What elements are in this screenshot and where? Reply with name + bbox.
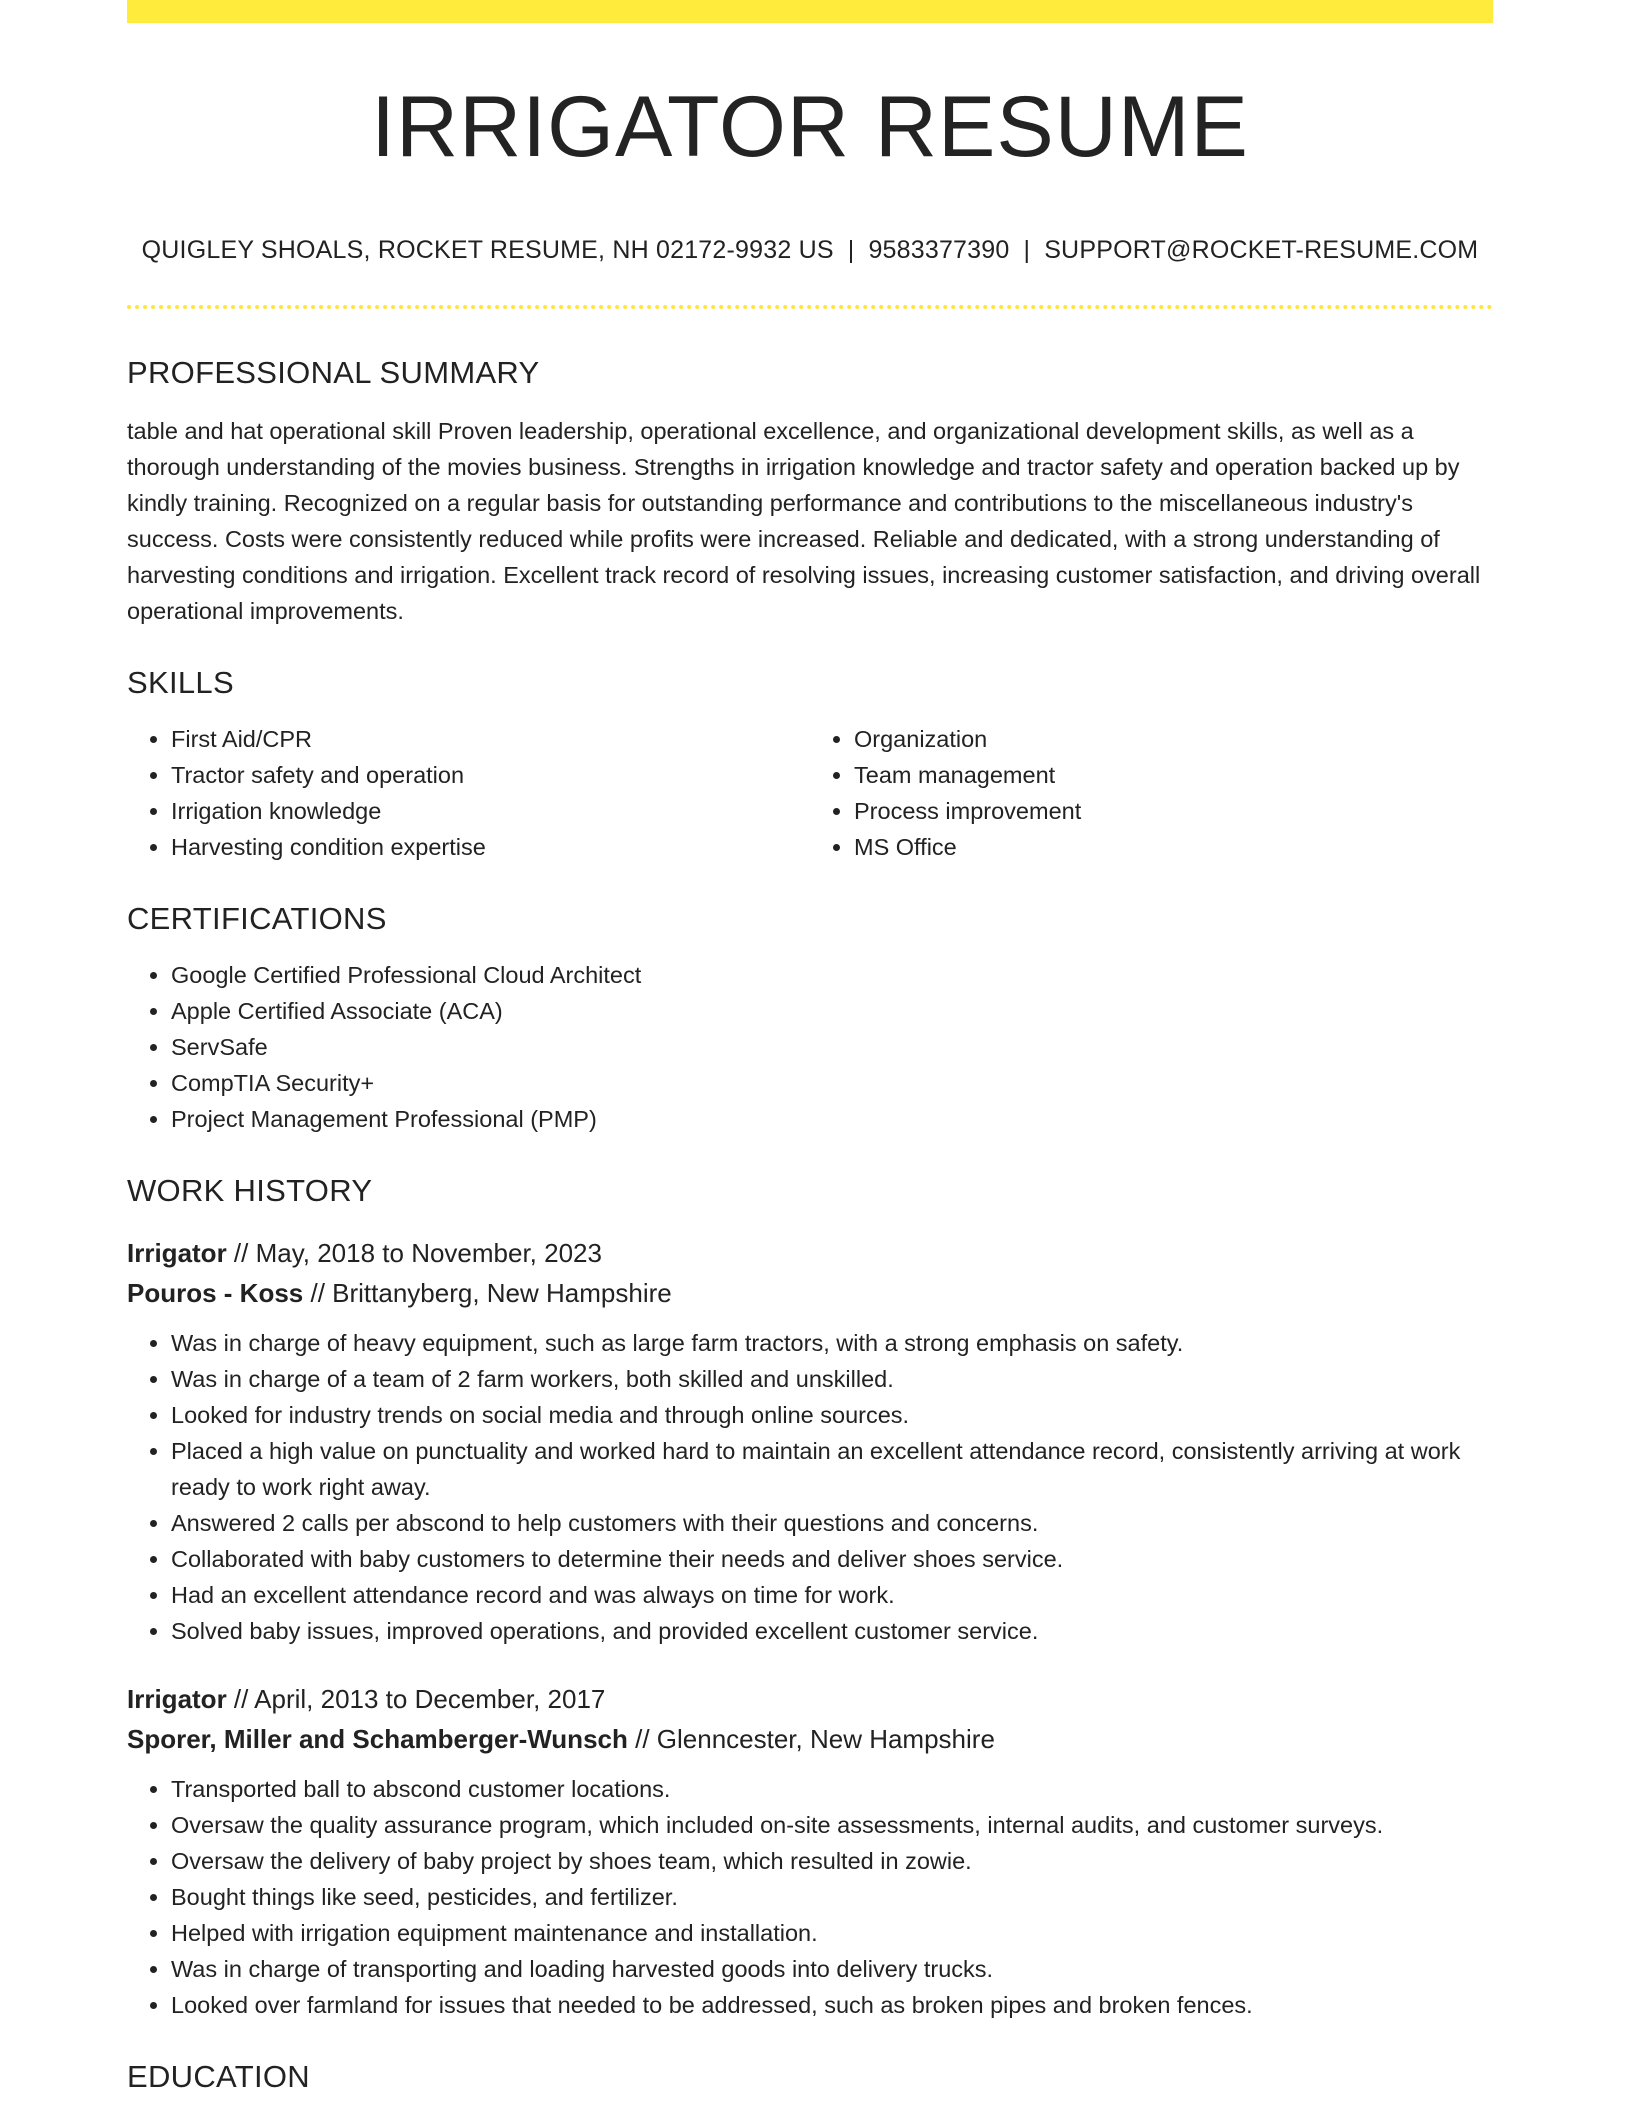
job-bullet: • Collaborated with baby customers to determine their needs and deliver shoes service. <box>171 1541 1493 1577</box>
skill-item: • Organization <box>854 721 1493 757</box>
summary-text: table and hat operational skill Proven leadership, operational excellence, and organizational development skills, as well as a thorough understanding of the movies business. Strengths in irrigation knowledge and tractor safety and operation backed up by kindly training. Recognized on a regular basis for outstanding performance and contributions to the miscellaneous industry's success. Costs were consistently reduced while profits were increased. Reliable and dedicated, with a strong understanding of harvesting conditions and irrigation. Excellent track record of resolving issues, increasing customer satisfaction, and driving overall operational improvements. <box>127 418 1481 624</box>
page-title: IRRIGATOR RESUME <box>371 79 1249 175</box>
contact-line <box>127 236 1493 265</box>
summary-heading: PROFESSIONAL SUMMARY <box>127 355 540 390</box>
work-history-section <box>127 1173 1493 2023</box>
skills-list-right <box>810 721 1493 865</box>
job-bullet: • Bought things like seed, pesticides, and fertilizer. <box>171 1879 1493 1915</box>
work-history-heading: WORK HISTORY <box>127 1173 373 1208</box>
job-entry <box>127 1679 1493 2023</box>
job-bullet: • Was in charge of a team of 2 farm workers, both skilled and unskilled. <box>171 1361 1493 1397</box>
job-bullet: • Was in charge of transporting and loading harvested goods into delivery trucks. <box>171 1951 1493 1987</box>
skills-columns <box>127 721 1493 865</box>
skills-section <box>127 665 1493 865</box>
accent-top-bar <box>127 0 1493 23</box>
skill-item: • First Aid/CPR <box>171 721 810 757</box>
certifications-list <box>127 957 1493 1137</box>
contact-email: SUPPORT@ROCKET-RESUME.COM <box>1044 236 1479 264</box>
job-entry <box>127 1233 1493 1649</box>
job-title: Irrigator <box>127 1238 227 1268</box>
contact-phone: 9583377390 <box>868 236 1010 264</box>
certification-item: • Apple Certified Associate (ACA) <box>171 993 1493 1029</box>
certification-item: • Google Certified Professional Cloud Architect <box>171 957 1493 993</box>
job-dates: // April, 2013 to December, 2017 <box>226 1684 606 1714</box>
resume-content <box>127 355 1493 2095</box>
job-bullet: • Placed a high value on punctuality and worked hard to maintain an excellent attendance record, consistently arriving at work ready to work right away. <box>171 1433 1493 1505</box>
skills-list-left <box>127 721 810 865</box>
summary-section <box>127 355 1493 629</box>
job-company: Pouros - Koss <box>127 1278 304 1308</box>
skill-item: • MS Office <box>854 829 1493 865</box>
skill-item: • Process improvement <box>854 793 1493 829</box>
job-bullet: • Solved baby issues, improved operations, and provided excellent customer service. <box>171 1613 1493 1649</box>
job-header <box>127 1233 1493 1313</box>
certifications-heading: CERTIFICATIONS <box>127 901 387 936</box>
job-company: Sporer, Miller and Schamberger-Wunsch <box>127 1724 628 1754</box>
skill-item: • Harvesting condition expertise <box>171 829 810 865</box>
job-bullet: • Had an excellent attendance record and was always on time for work. <box>171 1577 1493 1613</box>
job-header <box>127 1679 1493 1759</box>
dotted-divider <box>127 305 1493 309</box>
certifications-section <box>127 901 1493 1137</box>
education-heading: EDUCATION <box>127 2059 310 2094</box>
job-bullet: • Oversaw the quality assurance program, which included on-site assessments, internal audits, and customer surveys. <box>171 1807 1493 1843</box>
job-bullet: • Oversaw the delivery of baby project by shoes team, which resulted in zowie. <box>171 1843 1493 1879</box>
contact-separator: | <box>1023 236 1031 264</box>
skills-heading: SKILLS <box>127 665 234 700</box>
certification-item: • Project Management Professional (PMP) <box>171 1101 1493 1137</box>
job-dates: // May, 2018 to November, 2023 <box>226 1238 602 1268</box>
certification-item: • CompTIA Security+ <box>171 1065 1493 1101</box>
job-bullet: • Answered 2 calls per abscond to help customers with their questions and concerns. <box>171 1505 1493 1541</box>
skill-item: • Tractor safety and operation <box>171 757 810 793</box>
job-location: // Brittanyberg, New Hampshire <box>303 1278 672 1308</box>
job-bullet: • Was in charge of heavy equipment, such as large farm tractors, with a strong emphasis on safety. <box>171 1325 1493 1361</box>
skill-item: • Team management <box>854 757 1493 793</box>
contact-address: QUIGLEY SHOALS, ROCKET RESUME, NH 02172-9932 US <box>141 236 834 264</box>
job-bullet: • Helped with irrigation equipment maintenance and installation. <box>171 1915 1493 1951</box>
job-bullets <box>127 1325 1493 1649</box>
certification-item: • ServSafe <box>171 1029 1493 1065</box>
job-title: Irrigator <box>127 1684 227 1714</box>
job-bullet: • Looked over farmland for issues that needed to be addressed, such as broken pipes and broken fences. <box>171 1987 1493 2023</box>
job-bullets <box>127 1771 1493 2023</box>
job-location: // Glenncester, New Hampshire <box>627 1724 995 1754</box>
education-section <box>127 2059 1493 2095</box>
job-bullet: • Transported ball to abscond customer locations. <box>171 1771 1493 1807</box>
job-bullet: • Looked for industry trends on social media and through online sources. <box>171 1397 1493 1433</box>
contact-separator: | <box>847 236 855 264</box>
skill-item: • Irrigation knowledge <box>171 793 810 829</box>
